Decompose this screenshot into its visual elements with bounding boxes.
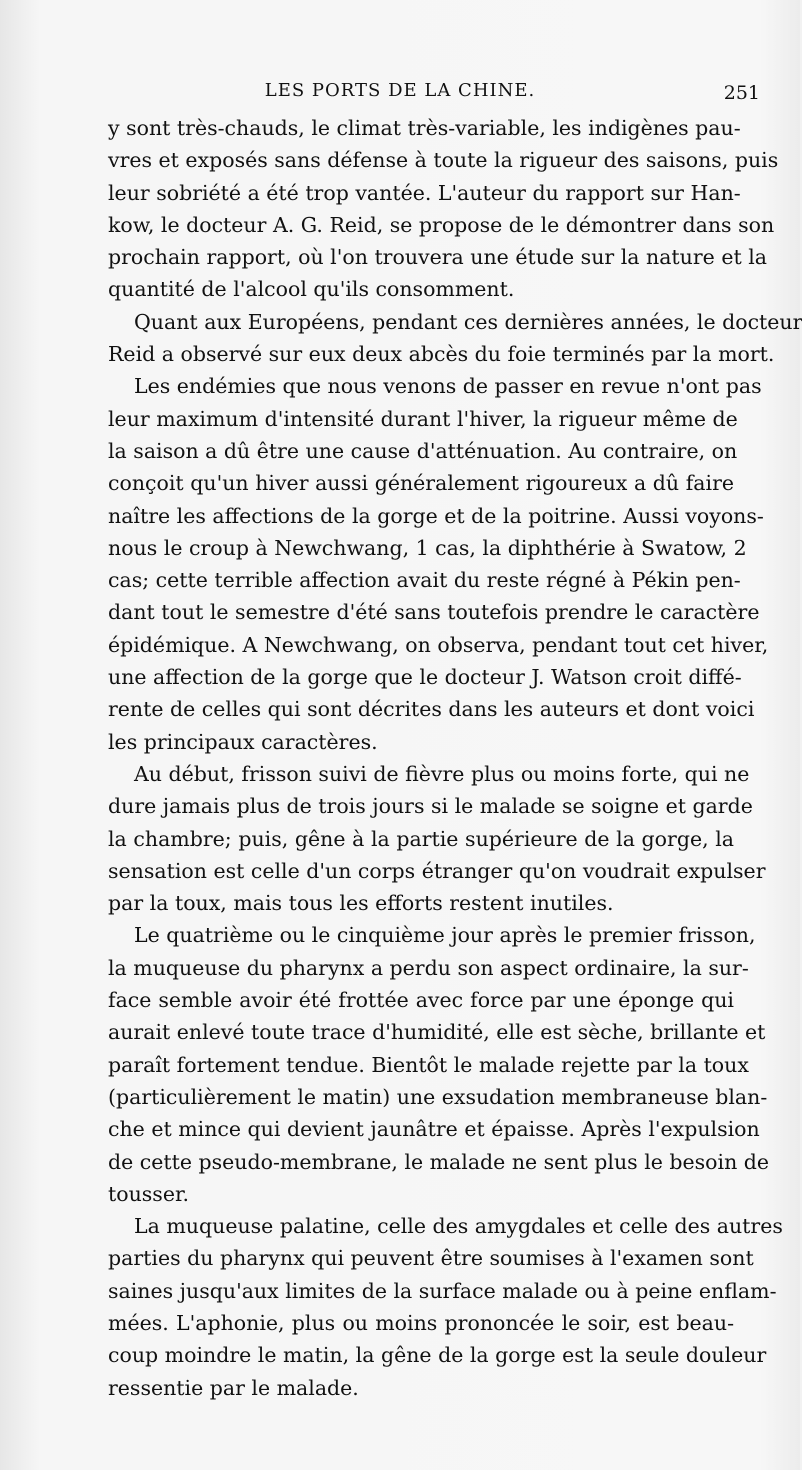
running-head <box>40 78 760 108</box>
text-line: che et mince qui devient jaunâtre et épaisse. Après l'expulsion <box>108 1117 760 1142</box>
text-line: conçoit qu'un hiver aussi généralement rigoureux a dû faire <box>108 471 734 496</box>
body-text <box>108 112 802 1404</box>
text-line: Au début, frisson suivi de fièvre plus ou moins forte, qui ne <box>134 761 750 786</box>
text-line: Quant aux Européens, pendant ces dernières années, le docteur <box>134 309 802 334</box>
text-line: y sont très-chauds, le climat très-variable, les indigènes pau- <box>108 116 741 140</box>
text-line: dant tout le semestre d'été sans toutefois prendre le caractère <box>108 600 760 625</box>
text-line: paraît fortement tendue. Bientôt le malade rejette par la toux <box>108 1052 749 1077</box>
text-line: épidémique. A Newchwang, on observa, pendant tout cet hiver, <box>108 632 769 657</box>
text-line: Le quatrième ou le cinquième jour après le premier frisson, <box>134 923 756 948</box>
text-line: Reid a observé sur eux deux abcès du foie terminés par la mort. <box>108 342 775 367</box>
text-line: aurait enlevé toute trace d'humidité, elle est sèche, brillante et <box>108 1020 766 1045</box>
text-line: la saison a dû être une cause d'atténuation. Au contraire, on <box>108 438 738 463</box>
text-line: nous le croup à Newchwang, 1 cas, la diphthérie à Swatow, 2 <box>108 535 747 560</box>
text-line: dure jamais plus de trois jours si le malade se soigne et garde <box>108 794 753 819</box>
text-line: coup moindre le matin, la gêne de la gorge est la seule douleur <box>108 1343 767 1368</box>
text-line: leur maximum d'intensité durant l'hiver, la rigueur même de <box>108 406 738 431</box>
text-line: vres et exposés sans défense à toute la rigueur des saisons, puis <box>108 148 779 173</box>
text-line: leur sobriété a été trop vantée. L'auteur du rapport sur Han- <box>108 180 741 205</box>
text-line: quantité de l'alcool qu'ils consomment. <box>108 277 515 302</box>
text-line: naître les affections de la gorge et de la poitrine. Aussi voyons- <box>108 503 764 528</box>
text-line: la chambre; puis, gêne à la partie supérieure de la gorge, la <box>108 826 734 851</box>
text-line: cas; cette terrible affection avait du reste régné à Pékin pen- <box>108 568 741 593</box>
text-line: La muqueuse palatine, celle des amygdales et celle des autres <box>134 1214 783 1239</box>
text-line: de cette pseudo-membrane, le malade ne sent plus le besoin de <box>108 1149 770 1174</box>
text-line: kow, le docteur A. G. Reid, se propose de le démontrer dans son <box>108 212 775 237</box>
text-line: face semble avoir été frottée avec force par une éponge qui <box>108 988 734 1013</box>
text-line: rente de celles qui sont décrites dans les auteurs et dont voici <box>108 697 755 722</box>
text-line: mées. L'aphonie, plus ou moins prononcée le soir, est beau- <box>108 1310 734 1335</box>
running-head-title: LES PORTS DE LA CHINE. <box>264 80 536 101</box>
text-line: tousser. <box>108 1181 190 1206</box>
text-line: ressentie par le malade. <box>108 1375 359 1400</box>
page-number: 251 <box>723 82 760 104</box>
text-line: Les endémies que nous venons de passer en revue n'ont pas <box>134 374 762 399</box>
text-line: parties du pharynx qui peuvent être soumises à l'examen sont <box>108 1246 754 1271</box>
text-line: une affection de la gorge que le docteur J. Watson croit diffé- <box>108 665 742 690</box>
text-line: par la toux, mais tous les efforts restent inutiles. <box>108 891 614 916</box>
text-line: saines jusqu'aux limites de la surface malade ou à peine enflam- <box>108 1278 777 1303</box>
text-line: les principaux caractères. <box>108 729 378 754</box>
text-line: prochain rapport, où l'on trouvera une étude sur la nature et la <box>108 245 767 270</box>
text-line: la muqueuse du pharynx a perdu son aspect ordinaire, la sur- <box>108 955 749 980</box>
text-line: sensation est celle d'un corps étranger qu'on voudrait expulser <box>108 858 766 883</box>
text-line: (particulièrement le matin) une exsudation membraneuse blan- <box>108 1084 768 1109</box>
